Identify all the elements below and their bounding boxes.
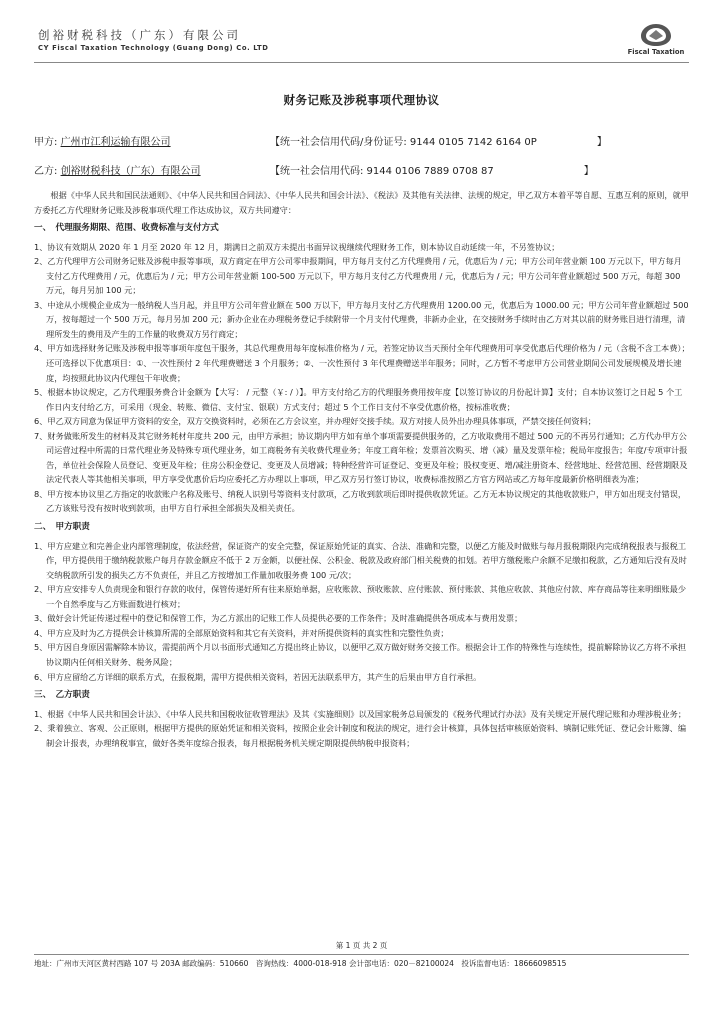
section-2-item-6: 6、甲方应留给乙方详细的联系方式，在报税期，需甲方提供相关资料，若因无法联系甲方，其产生的后果由甲方自行承担。 [34, 671, 482, 682]
party-a-label: 甲方: [34, 137, 58, 148]
intro-paragraph: 根据《中华人民共和国民法通则》、《中华人民共和国合同法》、《中华人民共和国会计法》、《税法》及其他有关法律、法规的规定，甲乙双方本着平等自愿、互惠互利的原则，就甲方委托乙方代理财务记账及涉税事项代理工作达成协议，双方共同遵守： [34, 190, 689, 215]
section-2-item-2: 2、甲方应安排专人负责现金和银行存款的收付，保管传递好所有往来原始单据，应收账款、预收账款、应付账款、预付账款、其他应收款、其他应付款、库存商品等往来明细账最少一个自然季度与乙方账面数进行核对； [34, 584, 687, 609]
company-name-en: CY Fiscal Taxation Technology (Guang Dong) Co. LTD [38, 44, 269, 52]
section-1-item-8: 8、甲方按本协议里乙方指定的收款账户名称及账号、纳税人识别号等资料支付款项，乙方收到款项后即时提供收款凭证。乙方无本协议规定的其他收款账户，甲方如出现支付错误，乙方该账号没有按时收到款项，由甲方自行承担全部损失及相关责任。 [34, 488, 687, 514]
party-a-name: 广州市江利运输有限公司 [60, 137, 171, 148]
logo-text: Fiscal Taxation [627, 48, 685, 56]
section-3-item-1: 1、根据《中华人民共和国会计法》、《中华人民共和国税收征收管理法》及其《实施细则》以及国家税务总局颁发的《税务代理试行办法》及有关规定开展代理记账和办理涉税业务； [34, 708, 687, 719]
section-2-item-3: 3、做好会计凭证传递过程中的登记和保管工作，为乙方派出的记账工作人员提供必要的工作条件；及时准确提供各项成本与费用发票； [34, 613, 523, 624]
section-2-item-5: 5、甲方因自身原因需解除本协议，需提前两个月以书面形式通知乙方提出终止协议，以便甲乙双方做好财务交接工作。根据会计工作的特殊性与连续性，提前解除协议乙方将不承担协议期内任何相关财务、税务风险； [34, 642, 687, 667]
company-logo [621, 22, 691, 62]
section-2-title: 二、 甲方职责 [34, 522, 90, 533]
party-b-name: 创裕财税科技（广东）有限公司 [60, 166, 201, 177]
footer-divider [34, 954, 689, 955]
agreement-body [34, 188, 690, 750]
section-1-item-1: 1、协议有效期从 2020 年 1 月至 2020 年 12 月，期满日之前双方未提出书面异议视继续代理财务工作，则本协议自动延续一年，不另签协议； [34, 241, 560, 252]
section-3-title: 三、 乙方职责 [34, 690, 90, 701]
section-1-item-3: 3、中途从小规模企业成为一般纳税人当月起，并且甲方公司年营业额在 500 万以下，甲方每月支付乙方代理费用 1200.00 元，优惠后为 1000.00 元；甲方公司年营业额超过 500 万，按每超过一个 500 万元，每月另加 200 元；新办企业在办理税务登记手续附带一个月支付代理费，非新办企业，在交接财务手续时由乙方对其以前的财务账目进行清理，清理所发生的费用及产生的工作量的收费双方另行商定； [34, 299, 689, 339]
footer-contact: 地址：广州市天河区黄村西路 107 号 203A 邮政编码：510660 咨询热线：4000-018-918 会计部电话：020－82100024 投诉监督电话：18666098515 [34, 959, 567, 968]
page-number: 第 1 页 共 2 页 [335, 941, 388, 950]
party-b-line [34, 162, 594, 177]
section-3-item-2: 2、秉着独立、客观、公正原则，根据甲方提供的原始凭证和相关资料，按照企业会计制度和税法的规定，进行会计核算，具体包括审核原始资料、填制记账凭证、登记会计账簿、编制会计报表，办理纳税事宜，做好各类年度综合报表，每月根据税务机关规定期限提供纳税申报资料； [34, 723, 687, 748]
header-divider [34, 62, 689, 63]
section-2-item-4: 4、甲方应及时为乙方提供会计核算所需的全部原始资料和其它有关资料，并对所提供资料的真实性和完整性负责； [34, 627, 449, 638]
party-a-line [34, 133, 607, 148]
section-1-item-4: 4、甲方如选择财务记账及涉税申报等事项年度包干服务，其总代理费用每年度标准价格为 / 元，若签定协议当天预付全年代理费用可享受优惠后代理价格为 / 元（含税不含工本费）；还可选择以下优惠项目：①、一次性预付 2 年代理费赠送 3 个月服务；②、一次性预付 3 年代理费赠送半年服务；同时，乙方暂不考虑甲方公司营业期间公司发展规模及增长速度，均按照此协议内代理包干年收费； [34, 343, 690, 383]
section-1-item-2: 2、乙方代理甲方公司财务记账及涉税申报等事项，双方商定在甲方公司零申报期间，甲方每月支付乙方代理费用 / 元，优惠后为 / 元；甲方公司年营业额 100 万元以下，甲方每月支付乙方代理费用 / 元，优惠后为 / 元；甲方公司年营业额 100-500 万元以下，甲方每月支付乙方代理费用 / 元，优惠后为 / 元；甲方公司年营业额超过 500 万元，每超 300 万元，每月另加 100 元； [34, 256, 682, 296]
section-1-item-5: 5、根据本协议规定，乙方代理服务费合计金额为【大写： / 元整（￥: / ）】。甲方支付给乙方的代理服务费用按年度【以签订协议的月份起计算】支付；自本协议签订之日起 5 个工作日内支付给乙方，可采用（现金、转账、微信、支付宝、银联）方式支付；超过 5 个工作日支付不享受优惠价格，按标准收费； [34, 387, 683, 412]
section-2-item-1: 1、甲方应建立和完善企业内部管理制度，依法经营，保证资产的安全完整，保证原始凭证的真实、合法、准确和完整，以便乙方能及时做账与每月报税期限内完成纳税报表与报税工作，甲方提供用于缴纳税款账户每月存款金额应不低于 2 万金额，以便社保、公积金、税款及政府部门相关税费的扣划。若甲方缴税账户余额不足缴扣税款，乙方通知后没有及时交纳税款所引发的损失乙方不负责任，并且乙方按增加工作量加收服务费 100 元/次； [34, 540, 687, 580]
party-b-credit-code: 【统一社会信用代码: 9144 0106 7889 0708 87 】 [270, 166, 594, 177]
section-1-item-7: 7、财务做账所发生的材料及其它财务耗材年度共 200 元，由甲方承担；协议期内甲方如有单个事项需要提供服务的，乙方收取费用不超过 500 元的不再另行通知；乙方代办甲方公司运营过程中所需的日常代理业务及特殊专项代理业务，如工商税务有关收费代理业务；年度工商年检；发票首次购买、增（减）量及发票年检；税局年度报告；年度/专项审计报告，单位社会保险人员登记、变更及年检；住房公积金登记、变更及人员增减；特种经营许可证登记、变更及年检；股权变更、增/减注册资本、经营地址、经营范围、经营期限及法定代表人等其他相关事项，甲方享受优惠价后均应委托乙方办理以上事项，甲乙双方另行签订协议，收费标准按照乙方官方网站或乙方每年度最新价格明细表为准； [34, 430, 688, 485]
party-a-credit-code: 【统一社会信用代码/身份证号: 9144 0105 7142 6164 0P 】 [270, 137, 607, 148]
section-1-item-6: 6、甲乙双方同意为保证甲方资料的安全，双方交换资料时，必须在乙方会议室，并办理好交接手续。双方对接人员外出办理具体事项，严禁交接任何资料； [34, 416, 596, 427]
fiscal-taxation-logo-icon [637, 22, 675, 48]
section-1-title: 一、 代理服务期限、范围、收费标准与支付方式 [34, 223, 219, 234]
party-b-label: 乙方: [34, 166, 58, 177]
document-title: 财务记账及涉税事项代理协议 [283, 93, 440, 107]
company-name-cn: 创裕财税科技（广东）有限公司 [38, 28, 241, 42]
